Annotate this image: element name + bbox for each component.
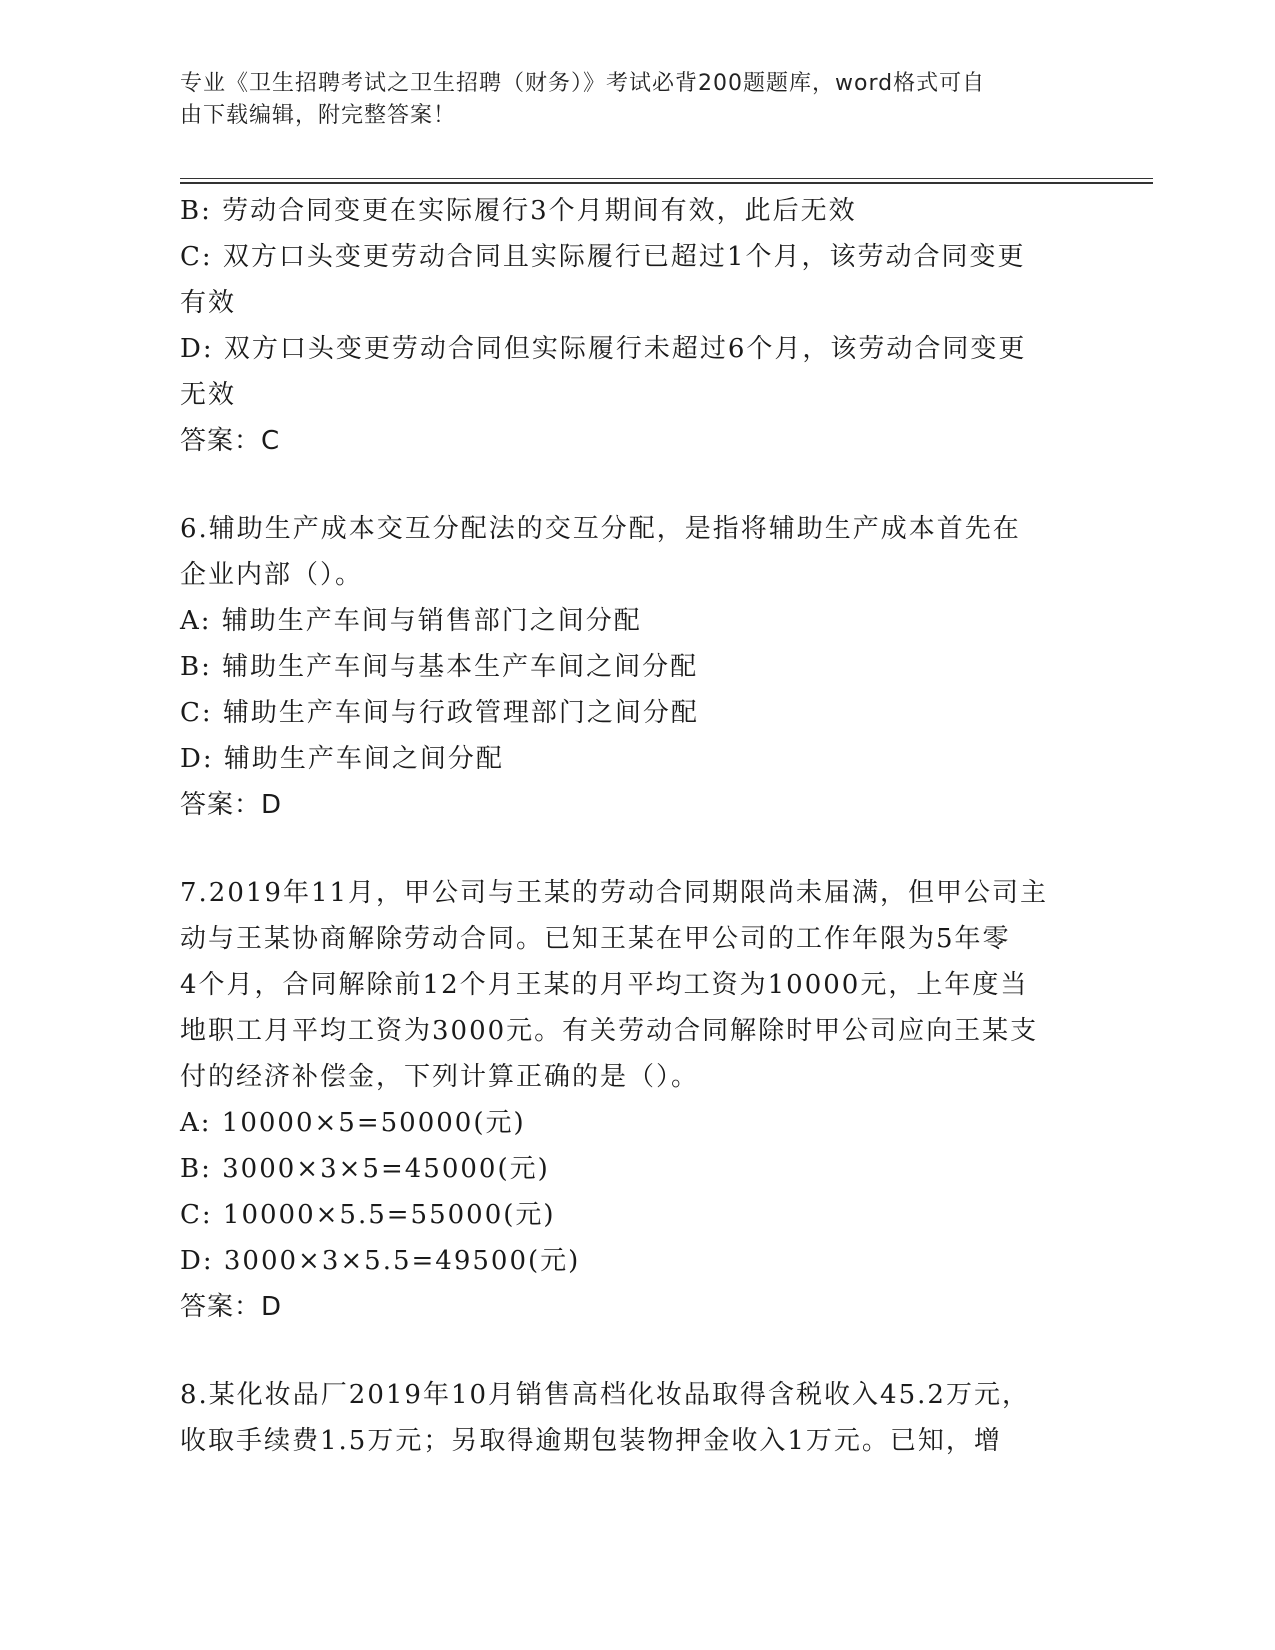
question-5-continued [180, 188, 1080, 464]
answer-label: 答案：C [180, 426, 281, 456]
question-stem-continued: 4个月，合同解除前12个月王某的月平均工资为10000元，上年度当 [180, 970, 1029, 1000]
option-c: C: 辅助生产车间与行政管理部门之间分配 [180, 698, 699, 728]
option-c-continued: 有效 [180, 288, 237, 318]
option-d: D: 3000×3×5.5=49500(元) [180, 1246, 581, 1276]
header-divider-thick [180, 182, 1153, 184]
option-b: B: 劳动合同变更在实际履行3个月期间有效，此后无效 [180, 196, 857, 226]
option-b: B: 3000×3×5=45000(元) [180, 1154, 550, 1184]
answer-label: 答案：D [180, 1292, 283, 1322]
question-stem: 7.2019年11月，甲公司与王某的劳动合同期限尚未届满，但甲公司主 [180, 878, 1049, 908]
option-d: D: 辅助生产车间之间分配 [180, 744, 504, 774]
question-stem-continued: 收取手续费1.5万元；另取得逾期包装物押金收入1万元。已知，增 [180, 1426, 1002, 1456]
header-line-1: 专业《卫生招聘考试之卫生招聘（财务）》考试必背200题题库，word格式可自 [180, 71, 986, 96]
document-body [180, 188, 1080, 1464]
question-6 [180, 506, 1080, 828]
question-stem-continued: 动与王某协商解除劳动合同。已知王某在甲公司的工作年限为5年零 [180, 924, 1011, 954]
option-c: C: 10000×5.5=55000(元) [180, 1200, 556, 1230]
question-stem-continued: 企业内部（）。 [180, 560, 364, 590]
question-8 [180, 1372, 1080, 1464]
answer-label: 答案：D [180, 790, 283, 820]
question-stem: 8.某化妆品厂2019年10月销售高档化妆品取得含税收入45.2万元， [180, 1380, 1030, 1410]
option-b: B: 辅助生产车间与基本生产车间之间分配 [180, 652, 699, 682]
question-stem-continued: 付的经济补偿金，下列计算正确的是（）。 [180, 1062, 700, 1092]
option-d-continued: 无效 [180, 380, 237, 410]
option-d: D: 双方口头变更劳动合同但实际履行未超过6个月，该劳动合同变更 [180, 334, 1027, 364]
question-7 [180, 870, 1080, 1330]
header-divider-thin [180, 178, 1153, 179]
question-stem: 6.辅助生产成本交互分配法的交互分配，是指将辅助生产成本首先在 [180, 514, 1021, 544]
option-c: C: 双方口头变更劳动合同且实际履行已超过1个月，该劳动合同变更 [180, 242, 1026, 272]
question-stem-continued: 地职工月平均工资为3000元。有关劳动合同解除时甲公司应向王某支 [180, 1016, 1039, 1046]
option-a: A: 辅助生产车间与销售部门之间分配 [180, 606, 642, 636]
document-header [180, 68, 1060, 132]
option-a: A: 10000×5=50000(元) [180, 1108, 526, 1138]
header-line-2: 由下载编辑，附完整答案！ [180, 103, 457, 128]
